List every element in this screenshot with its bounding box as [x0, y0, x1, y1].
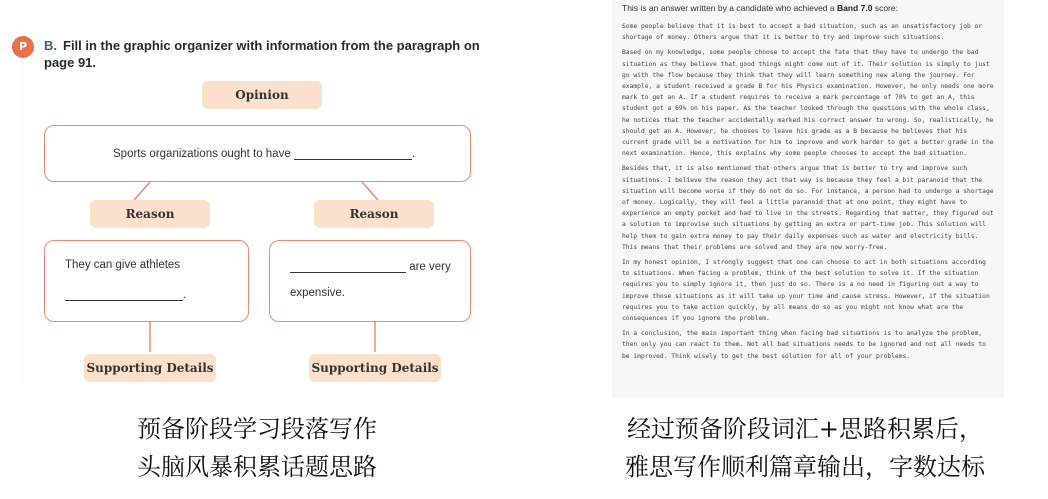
band-score: Band 7.0 [837, 3, 873, 13]
exercise-letter: B. [44, 38, 57, 53]
graphic-organizer-panel [18, 28, 492, 388]
essay-body [622, 21, 994, 366]
supporting-details-label-2: Supporting Details [309, 354, 441, 382]
reason-box-1 [44, 240, 249, 322]
right-caption-line-1: 经过预备阶段词汇+思路积累后， [626, 415, 984, 443]
reason-box-2 [269, 240, 471, 322]
essay-intro: This is an answer written by a candidate who achieved a Band 7.0 score: [622, 3, 898, 13]
opinion-blank[interactable] [294, 146, 412, 160]
supporting-details-label-1: Supporting Details [84, 354, 216, 382]
opinion-line: Sports organizations ought to have . [113, 148, 416, 160]
reason1-blank[interactable] [65, 287, 183, 301]
reason-label-1: Reason [90, 200, 210, 228]
opinion-text: Sports organizations ought to have [113, 148, 291, 160]
exercise-instruction: Fill in the graphic organizer with information from the paragraph on page 91. [44, 38, 480, 70]
reason2-blank[interactable] [290, 259, 406, 273]
right-caption [570, 410, 1040, 486]
left-caption-line-1: 预备阶段学习段落写作 [137, 415, 377, 443]
reason2-line1 [290, 259, 451, 273]
reason1-line2: . [65, 287, 186, 301]
essay-paragraph-3: Besides that, it is also mentioned that others argue that is better to try and improve such situations. I believe the reason they act that way is because they feel a bit paranoid that the situation will become worse if they do not do so. For instance, a person had to undergo a shortage of money. Logically, they will feel a little paranoid that at one point, they might have to experience an empty pocket and had to live in the streets. Regarding that matter, they figured out a solution to improvise such situations by getting an extra or part-time job. This solution will help them to gain extra money to pay their daily expenses such as water and electricity bills. This means that their problems are solved and they are now worry-free. [622, 165, 994, 251]
left-caption [22, 410, 492, 486]
reason1-text: They can give athletes [65, 259, 181, 271]
right-caption-line-2: 雅思写作顺利篇章输出，字数达标 [625, 453, 985, 481]
page-badge: P [12, 36, 34, 58]
essay-paragraph-5: In a conclusion, the main important thing when facing bad situations is to analyze the problem, then only you can react to them. Not all bad situations needs to be ignored and not all needs to be improved. Think wisely to get the best solution for all of your problems. [622, 330, 986, 360]
essay-paragraph-1: Some people believe that it is best to accept a bad situation, such as an unsatisfactory job or shortage of money. Others argue that it is better to try and improve such situations. [622, 23, 983, 42]
essay-panel [612, 0, 1004, 398]
reason2-line2: expensive. [290, 287, 345, 299]
opinion-box [44, 125, 471, 182]
left-caption-line-2: 头脑风暴积累话题思路 [137, 453, 377, 481]
connector-opinion-reason1 [134, 182, 150, 200]
essay-paragraph-2: Based on my knowledge, some people choose to accept the fate that they have to undergo the bad situation as they believe that good things might come out of it. Their solution is simply to just go with the flow because they think that they will learn something new along the journey. For example, a student received a grade B for his Physics examination. However, he only needs one more mark to get an A. If a student requires to receive a mark percentage of 70% to get an A, this student got a 69% on his paper. As the teacher looked through the questions with the whole class, he notices that the teacher accidentally marked his correct answer to wrong. So, realistically, he should get an A. However, he chooses to leave his grade as a B because he believes that his current grade will be a motivation for him to improve and work harder to get a better grade in the next examination. Hence, this explains why some people chooses to accept the bad situation. [622, 49, 994, 158]
reason-label-2: Reason [314, 200, 434, 228]
essay-paragraph-4: In my honest opinion, I strongly suggest that one can choose to act in both situations according to situations. When facing a problem, think of the best solution to solve it. If the situation requires you to simply ignore it, then just do so. There is a no need in figuring out a way to improve those situations as it will take up your time and cause stress. However, if the situation requires you to take action quickly, by all means do so as you might not know what are the consequences if you ignore the problem. [622, 259, 990, 323]
connector-opinion-reason2 [362, 182, 378, 200]
reason2-suffix: are very [409, 261, 451, 273]
opinion-label: Opinion [202, 81, 322, 109]
